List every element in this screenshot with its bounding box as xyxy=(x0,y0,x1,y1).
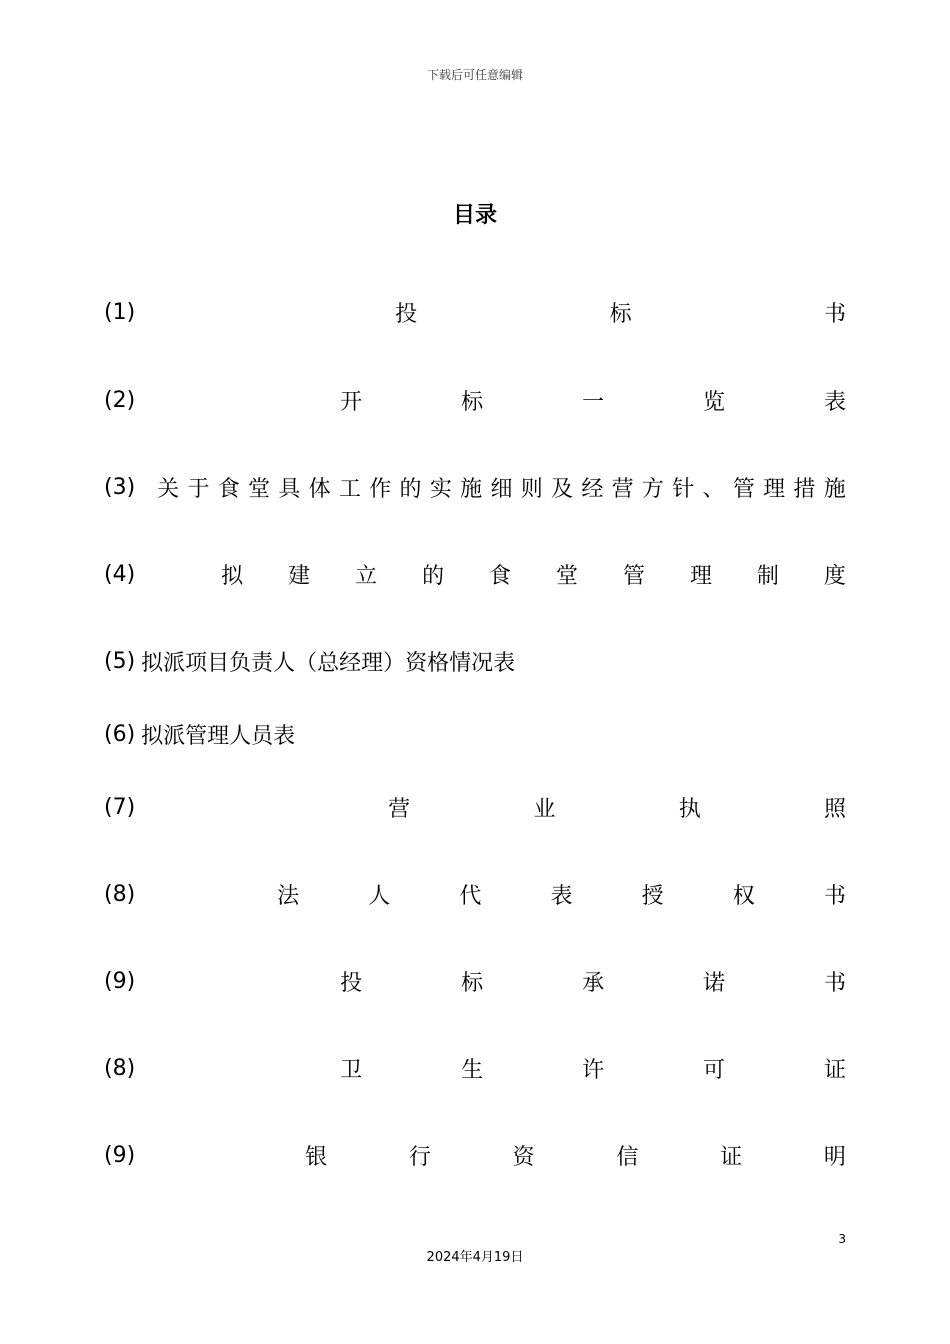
toc-entry xyxy=(104,718,846,750)
toc-entry-title: 拟派管理人员表 xyxy=(141,723,296,749)
toc-char: 承 xyxy=(582,970,605,996)
toc-char: 管 xyxy=(622,563,645,589)
toc-char: 食 xyxy=(217,476,240,502)
toc-char: 营 xyxy=(388,796,411,822)
toc-char: 方 xyxy=(641,476,664,502)
toc-char: 表 xyxy=(823,389,846,415)
toc-char: 投 xyxy=(340,970,363,996)
toc-entry xyxy=(104,1139,846,1171)
toc-char: 理 xyxy=(763,476,786,502)
toc-char: 管 xyxy=(732,476,755,502)
toc-char: 业 xyxy=(533,796,556,822)
toc-entry-number: (9) xyxy=(104,1142,136,1168)
page-title: 目录 xyxy=(452,203,497,228)
toc-char: 体 xyxy=(308,476,331,502)
toc-char: 诺 xyxy=(703,970,726,996)
toc-char: 书 xyxy=(823,883,846,909)
toc-entry-title xyxy=(135,385,846,416)
toc-entry-number: (1) xyxy=(104,299,136,325)
toc-entry-title xyxy=(135,966,846,997)
toc-entry-title xyxy=(135,472,846,503)
toc-char: 明 xyxy=(823,1144,846,1170)
toc-char: 具 xyxy=(278,476,301,502)
toc-char: 细 xyxy=(490,476,513,502)
toc-char: 营 xyxy=(611,476,634,502)
toc-entry-number: (2) xyxy=(104,387,136,413)
toc-entry-title xyxy=(135,792,846,823)
toc-entry-title xyxy=(135,297,846,328)
toc-char: 权 xyxy=(732,883,755,909)
toc-char: 则 xyxy=(520,476,543,502)
page-footer-date: 2024年4月19日 xyxy=(426,1250,524,1265)
toc-char: 银 xyxy=(305,1144,328,1170)
toc-char: 授 xyxy=(641,883,664,909)
toc-char: 经 xyxy=(581,476,604,502)
toc-char: 照 xyxy=(823,796,846,822)
toc-char: 的 xyxy=(399,476,422,502)
toc-char: 制 xyxy=(756,563,779,589)
toc-entry-number: (8) xyxy=(104,1055,136,1081)
toc-entry-number: (7) xyxy=(104,794,136,820)
toc-entry-title xyxy=(135,1053,846,1084)
toc-entry xyxy=(104,791,846,823)
toc-char: 措 xyxy=(793,476,816,502)
toc-entry-number: (9) xyxy=(104,968,136,994)
toc-char: 书 xyxy=(823,970,846,996)
toc-entry-number: (6) xyxy=(104,721,136,747)
toc-entry xyxy=(104,645,846,677)
toc-char: 作 xyxy=(369,476,392,502)
toc-char: 建 xyxy=(288,563,311,589)
toc-entry xyxy=(104,384,846,416)
toc-char: 实 xyxy=(429,476,452,502)
toc-char: 工 xyxy=(338,476,361,502)
toc-char: 许 xyxy=(582,1057,605,1083)
toc-entry xyxy=(104,296,846,328)
toc-entry-number: (3) xyxy=(104,474,136,500)
toc-char: 执 xyxy=(678,796,701,822)
toc-char: 度 xyxy=(823,563,846,589)
toc-entry-number: (8) xyxy=(104,881,136,907)
toc-entry-title xyxy=(135,559,846,590)
toc-char: 的 xyxy=(422,563,445,589)
toc-char: 表 xyxy=(550,883,573,909)
toc-char: 信 xyxy=(616,1144,639,1170)
page-header: 下载后可任意编辑 xyxy=(426,68,523,82)
toc-char: 证 xyxy=(720,1144,743,1170)
toc-entry xyxy=(104,965,846,997)
toc-char: 拟 xyxy=(221,563,244,589)
toc-char: 法 xyxy=(277,883,300,909)
toc-entry-number: (5) xyxy=(104,648,136,674)
toc-entry xyxy=(104,471,846,503)
toc-char: 施 xyxy=(460,476,483,502)
toc-char: 书 xyxy=(823,301,846,327)
toc-entry-title xyxy=(135,1140,846,1171)
toc-char: 立 xyxy=(355,563,378,589)
toc-char: 标 xyxy=(609,301,632,327)
toc-entry xyxy=(104,1052,846,1084)
toc-char: 行 xyxy=(408,1144,431,1170)
toc-entry-title xyxy=(135,879,846,910)
toc-char: 、 xyxy=(702,476,725,502)
toc-char: 标 xyxy=(461,970,484,996)
toc-char: 于 xyxy=(187,476,210,502)
toc-char: 及 xyxy=(551,476,574,502)
toc-char: 览 xyxy=(703,389,726,415)
toc-entry xyxy=(104,878,846,910)
toc-char: 证 xyxy=(823,1057,846,1083)
page-number: 3 xyxy=(838,1232,846,1246)
toc-char: 一 xyxy=(582,389,605,415)
toc-char: 人 xyxy=(368,883,391,909)
toc-char: 生 xyxy=(461,1057,484,1083)
toc-char: 堂 xyxy=(248,476,271,502)
toc-char: 代 xyxy=(459,883,482,909)
toc-char: 食 xyxy=(489,563,512,589)
toc-char: 资 xyxy=(512,1144,535,1170)
toc-char: 卫 xyxy=(340,1057,363,1083)
toc-char: 关 xyxy=(157,476,180,502)
toc-char: 可 xyxy=(703,1057,726,1083)
toc-char: 针 xyxy=(672,476,695,502)
toc-char: 施 xyxy=(823,476,846,502)
toc-entry-number: (4) xyxy=(104,561,136,587)
toc-char: 投 xyxy=(395,301,418,327)
toc-char: 标 xyxy=(461,389,484,415)
toc-char: 堂 xyxy=(556,563,579,589)
toc-char: 开 xyxy=(340,389,363,415)
toc-entry xyxy=(104,558,846,590)
toc-char: 理 xyxy=(689,563,712,589)
toc-entry-title: 拟派项目负责人（总经理）资格情况表 xyxy=(141,650,516,676)
